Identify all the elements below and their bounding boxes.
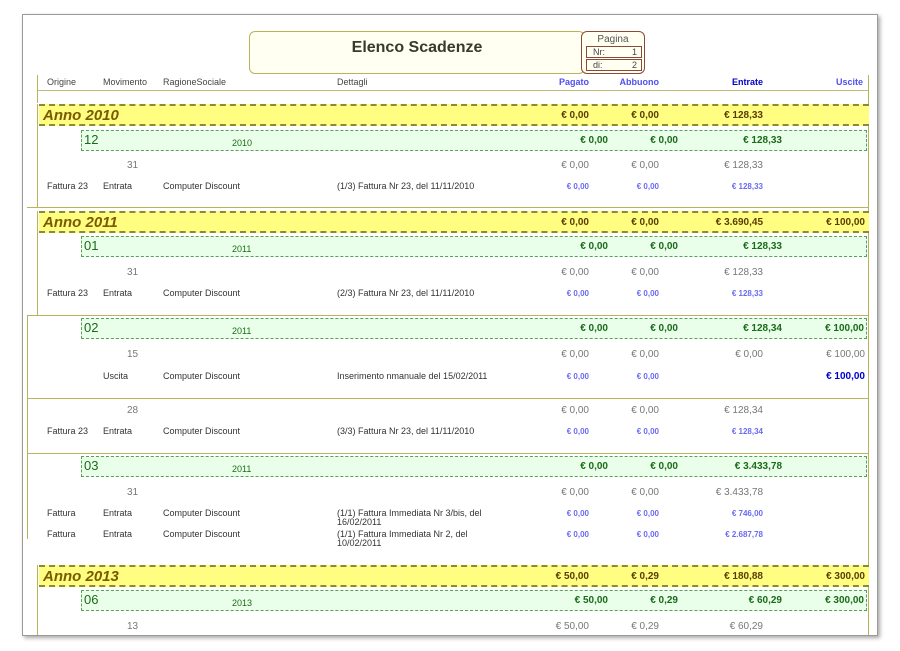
col-ragione-sociale: RagioneSociale	[163, 77, 227, 87]
row-dettagli-cont: 10/02/2011	[337, 538, 382, 548]
day-entrate: € 128,34	[724, 405, 763, 416]
month-uscite: € 300,00	[825, 595, 864, 606]
day-label: 31	[127, 487, 139, 498]
row-origine: Fattura	[47, 508, 76, 518]
report-page	[22, 14, 878, 636]
row-abbuono: € 0,00	[636, 182, 659, 191]
month-uscite: € 100,00	[825, 323, 864, 334]
year-label: Anno 2010	[43, 107, 119, 124]
day-uscite: € 100,00	[826, 349, 865, 360]
row-abbuono: € 0,00	[636, 289, 659, 298]
year-group-2013	[39, 565, 869, 587]
month-abbuono: € 0,00	[650, 461, 678, 472]
row-ragione-sociale: Computer Discount	[163, 371, 241, 381]
year-abbuono: € 0,00	[631, 217, 659, 228]
row-pagato: € 0,00	[566, 530, 589, 539]
year-label: Anno 2011	[43, 214, 118, 231]
section-divider	[27, 398, 869, 399]
year-pagato: € 0,00	[561, 110, 589, 121]
row-abbuono: € 0,00	[636, 372, 659, 381]
row-origine: Fattura 23	[47, 181, 89, 191]
month-label: 06	[84, 592, 99, 607]
row-uscite: € 100,00	[826, 371, 865, 382]
month-year: 2011	[232, 326, 252, 336]
table-row	[37, 424, 869, 446]
month-group-12	[81, 130, 867, 151]
row-dettagli: (1/3) Fattura Nr 23, del 11/11/2010	[337, 181, 475, 191]
left-border	[27, 453, 28, 539]
row-movimento: Entrata	[103, 508, 133, 518]
day-pagato: € 50,00	[555, 621, 589, 632]
day-entrate: € 3.433,78	[715, 487, 763, 498]
row-movimento: Entrata	[103, 288, 133, 298]
day-entrate: € 0,00	[735, 349, 763, 360]
left-border	[27, 315, 28, 453]
row-origine: Fattura	[47, 529, 76, 539]
year-entrate: € 180,88	[724, 571, 763, 582]
month-entrate: € 128,34	[743, 323, 782, 334]
day-pagato: € 0,00	[561, 267, 589, 278]
day-entrate: € 128,33	[724, 160, 763, 171]
row-dettagli: (1/1) Fattura Immediata Nr 3/bis, del	[337, 508, 482, 518]
report-title: Elenco Scadenze	[351, 39, 483, 56]
month-group-01	[81, 236, 867, 257]
row-movimento: Uscita	[103, 371, 129, 381]
month-year: 2011	[232, 244, 252, 254]
page-di-value: 2	[631, 60, 637, 70]
day-label: 28	[127, 405, 139, 416]
year-entrate: € 128,33	[724, 110, 763, 121]
month-pagato: € 0,00	[580, 135, 608, 146]
month-label: 01	[84, 238, 99, 253]
table-row	[37, 179, 869, 201]
year-abbuono: € 0,00	[631, 110, 659, 121]
col-movimento: Movimento	[103, 77, 148, 87]
row-pagato: € 0,00	[566, 289, 589, 298]
col-abbuono: Abbuono	[619, 77, 659, 87]
year-label: Anno 2013	[43, 568, 119, 585]
col-dettagli: Dettagli	[337, 77, 368, 87]
row-entrate: € 746,00	[731, 509, 763, 518]
year-pagato: € 50,00	[555, 571, 589, 582]
year-abbuono: € 0,29	[631, 571, 659, 582]
row-dettagli-cont: 16/02/2011	[337, 517, 382, 527]
row-dettagli: (3/3) Fattura Nr 23, del 11/11/2010	[337, 426, 475, 436]
day-entrate: € 128,33	[724, 267, 763, 278]
year-uscite: € 300,00	[826, 571, 865, 582]
page-di-row	[586, 59, 642, 71]
day-label: 13	[127, 621, 139, 632]
col-entrate: Entrate	[731, 77, 763, 87]
day-pagato: € 0,00	[561, 405, 589, 416]
day-pagato: € 0,00	[561, 487, 589, 498]
row-pagato: € 0,00	[566, 372, 589, 381]
day-abbuono: € 0,00	[631, 160, 659, 171]
month-label: 12	[84, 132, 99, 147]
day-row	[37, 347, 869, 363]
month-group-02	[81, 318, 867, 339]
month-pagato: € 0,00	[580, 461, 608, 472]
page-di-label: di:	[593, 60, 603, 70]
day-label: 31	[127, 160, 139, 171]
month-year: 2010	[232, 138, 253, 148]
row-ragione-sociale: Computer Discount	[163, 508, 241, 518]
row-pagato: € 0,00	[566, 182, 589, 191]
col-origine: Origine	[47, 77, 77, 87]
month-group-03	[81, 456, 867, 477]
day-pagato: € 0,00	[561, 160, 589, 171]
row-abbuono: € 0,00	[636, 427, 659, 436]
month-label: 03	[84, 458, 99, 473]
row-ragione-sociale: Computer Discount	[163, 426, 241, 436]
day-abbuono: € 0,00	[631, 487, 659, 498]
year-group-2011	[39, 211, 869, 233]
month-pagato: € 50,00	[574, 595, 608, 606]
month-abbuono: € 0,00	[650, 135, 678, 146]
row-entrate: € 128,34	[731, 427, 763, 436]
day-row	[37, 265, 869, 281]
day-abbuono: € 0,00	[631, 405, 659, 416]
table-row	[37, 369, 869, 391]
section-divider	[27, 315, 869, 316]
table-row	[37, 527, 869, 549]
row-dettagli: (1/1) Fattura Immediata Nr 2, del	[337, 529, 468, 539]
row-ragione-sociale: Computer Discount	[163, 529, 241, 539]
row-dettagli: (2/3) Fattura Nr 23, del 11/11/2010	[337, 288, 475, 298]
month-label: 02	[84, 320, 99, 335]
month-year: 2013	[232, 598, 253, 608]
page-nr-row	[586, 46, 642, 58]
day-row	[37, 485, 869, 501]
year-uscite: € 100,00	[826, 217, 865, 228]
month-entrate: € 128,33	[743, 241, 782, 252]
day-row	[37, 158, 869, 174]
year-pagato: € 0,00	[561, 217, 589, 228]
row-ragione-sociale: Computer Discount	[163, 288, 241, 298]
report-title-box	[249, 31, 585, 74]
column-header-row	[37, 75, 869, 91]
page-label: Pagina	[597, 34, 629, 45]
month-year: 2011	[232, 464, 252, 474]
row-dettagli: Inserimento nmanuale del 15/02/2011	[337, 371, 488, 381]
day-label: 15	[127, 349, 139, 360]
row-abbuono: € 0,00	[636, 509, 659, 518]
row-entrate: € 128,33	[731, 289, 763, 298]
month-abbuono: € 0,29	[650, 595, 678, 606]
day-abbuono: € 0,00	[631, 349, 659, 360]
month-entrate: € 60,29	[748, 595, 782, 606]
col-pagato: Pagato	[558, 77, 589, 87]
year-entrate: € 3.690,45	[715, 217, 763, 228]
row-origine: Fattura 23	[47, 288, 89, 298]
row-movimento: Entrata	[103, 426, 133, 436]
month-pagato: € 0,00	[580, 241, 608, 252]
col-uscite: Uscite	[835, 77, 863, 87]
day-label: 31	[127, 267, 139, 278]
row-pagato: € 0,00	[566, 427, 589, 436]
month-abbuono: € 0,00	[650, 241, 678, 252]
row-pagato: € 0,00	[566, 509, 589, 518]
month-entrate: € 3.433,78	[734, 461, 782, 472]
day-entrate: € 60,29	[729, 621, 763, 632]
day-row	[37, 619, 869, 635]
row-abbuono: € 0,00	[636, 530, 659, 539]
row-entrate: € 2.687,78	[725, 530, 763, 539]
page-nr-value: 1	[631, 47, 637, 57]
day-abbuono: € 0,00	[631, 267, 659, 278]
day-abbuono: € 0,29	[631, 621, 659, 632]
table-row	[37, 286, 869, 308]
row-ragione-sociale: Computer Discount	[163, 181, 241, 191]
page-nr-label: Nr:	[593, 47, 605, 57]
left-border	[37, 75, 38, 103]
year-group-2010	[39, 104, 869, 126]
month-group-06	[81, 590, 867, 611]
month-pagato: € 0,00	[580, 323, 608, 334]
page-counter-box	[581, 31, 645, 74]
month-entrate: € 128,33	[743, 135, 782, 146]
section-divider	[27, 453, 869, 454]
row-movimento: Entrata	[103, 529, 133, 539]
section-divider	[27, 207, 869, 208]
row-origine: Fattura 23	[47, 426, 89, 436]
row-entrate: € 128,33	[731, 182, 763, 191]
day-row	[37, 403, 869, 419]
month-abbuono: € 0,00	[650, 323, 678, 334]
day-pagato: € 0,00	[561, 349, 589, 360]
row-movimento: Entrata	[103, 181, 133, 191]
table-row	[37, 506, 869, 528]
